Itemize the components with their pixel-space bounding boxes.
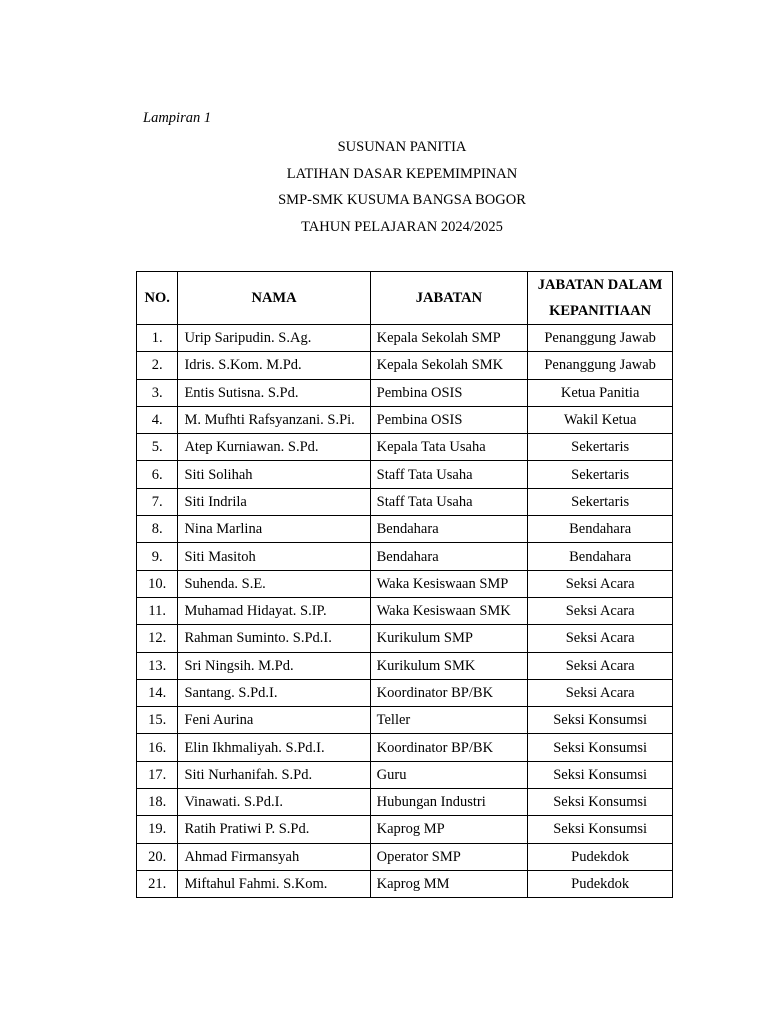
heading-line-1: SUSUNAN PANITIA [337,139,467,155]
row-kepanitiaan: Sekertaris [528,434,673,461]
row-jabatan: Staff Tata Usaha [370,488,528,515]
row-nama: Nina Marlina [178,516,370,543]
row-number: 1. [137,325,178,352]
row-number: 5. [137,434,178,461]
row-jabatan: Kurikulum SMK [370,652,528,679]
table-row [137,434,673,461]
row-number: 13. [137,652,178,679]
row-nama: Urip Saripudin. S.Ag. [178,325,370,352]
row-nama: Siti Nurhanifah. S.Pd. [178,761,370,788]
row-nama: Ratih Pratiwi P. S.Pd. [178,816,370,843]
row-number: 14. [137,679,178,706]
table-header-row [137,272,673,325]
column-header-jabatan-kepanitiaan [528,272,673,325]
row-jabatan: Staff Tata Usaha [370,461,528,488]
heading-line-2: LATIHAN DASAR KEPEMIMPINAN [286,165,518,182]
table-row [137,679,673,706]
row-nama: Siti Masitoh [178,543,370,570]
document-heading [0,134,768,241]
row-kepanitiaan: Seksi Konsumsi [528,761,673,788]
row-kepanitiaan: Seksi Acara [528,597,673,624]
table-row [137,516,673,543]
row-nama: Entis Sutisna. S.Pd. [178,379,370,406]
row-kepanitiaan: Seksi Konsumsi [528,789,673,816]
row-nama: Elin Ikhmaliyah. S.Pd.I. [178,734,370,761]
row-kepanitiaan: Sekertaris [528,488,673,515]
row-number: 17. [137,761,178,788]
row-number: 11. [137,597,178,624]
table-row [137,734,673,761]
table-row [137,761,673,788]
row-jabatan: Kurikulum SMP [370,625,528,652]
row-nama: Suhenda. S.E. [178,570,370,597]
table-row [137,652,673,679]
row-jabatan: Bendahara [370,516,528,543]
row-number: 6. [137,461,178,488]
table-row [137,870,673,897]
row-jabatan: Pembina OSIS [370,379,528,406]
row-jabatan: Guru [370,761,528,788]
row-kepanitiaan: Seksi Acara [528,570,673,597]
table-row [137,843,673,870]
table-body [137,325,673,898]
row-nama: Sri Ningsih. M.Pd. [178,652,370,679]
row-number: 16. [137,734,178,761]
table-row [137,597,673,624]
row-nama: M. Mufhti Rafsyanzani. S.Pi. [178,406,370,433]
heading-line-3: SMP-SMK KUSUMA BANGSA BOGOR [278,192,526,209]
table-row [137,816,673,843]
row-kepanitiaan: Seksi Acara [528,679,673,706]
row-jabatan: Koordinator BP/BK [370,679,528,706]
row-nama: Vinawati. S.Pd.I. [178,789,370,816]
row-kepanitiaan: Seksi Konsumsi [528,816,673,843]
row-nama: Atep Kurniawan. S.Pd. [178,434,370,461]
row-jabatan: Kepala Tata Usaha [370,434,528,461]
row-number: 2. [137,352,178,379]
row-nama: Santang. S.Pd.I. [178,679,370,706]
table-row [137,406,673,433]
row-number: 4. [137,406,178,433]
row-jabatan: Waka Kesiswaan SMP [370,570,528,597]
row-nama: Muhamad Hidayat. S.IP. [178,597,370,624]
row-kepanitiaan: Sekertaris [528,461,673,488]
table-row [137,625,673,652]
row-nama: Rahman Suminto. S.Pd.I. [178,625,370,652]
table-row [137,543,673,570]
row-kepanitiaan: Bendahara [528,543,673,570]
row-kepanitiaan: Penanggung Jawab [528,325,673,352]
row-number: 12. [137,625,178,652]
row-nama: Siti Indrila [178,488,370,515]
column-header-no: NO. [137,272,178,325]
row-number: 10. [137,570,178,597]
row-number: 7. [137,488,178,515]
row-number: 8. [137,516,178,543]
row-kepanitiaan: Wakil Ketua [528,406,673,433]
row-nama: Feni Aurina [178,707,370,734]
row-jabatan: Kaprog MP [370,816,528,843]
table-row [137,352,673,379]
row-kepanitiaan: Seksi Konsumsi [528,734,673,761]
row-number: 21. [137,870,178,897]
column-header-nama: NAMA [178,272,370,325]
row-kepanitiaan: Seksi Konsumsi [528,707,673,734]
row-jabatan: Koordinator BP/BK [370,734,528,761]
row-jabatan: Operator SMP [370,843,528,870]
table-row [137,789,673,816]
row-kepanitiaan: Seksi Acara [528,625,673,652]
row-number: 20. [137,843,178,870]
row-number: 15. [137,707,178,734]
heading-line-4: TAHUN PELAJARAN 2024/2025 [301,219,503,236]
row-nama: Ahmad Firmansyah [178,843,370,870]
row-jabatan: Kepala Sekolah SMK [370,352,528,379]
table-row [137,488,673,515]
row-number: 9. [137,543,178,570]
row-number: 3. [137,379,178,406]
table-row [137,570,673,597]
table-row [137,461,673,488]
row-nama: Siti Solihah [178,461,370,488]
row-jabatan: Hubungan Industri [370,789,528,816]
row-kepanitiaan: Bendahara [528,516,673,543]
row-number: 19. [137,816,178,843]
table-row [137,379,673,406]
row-kepanitiaan: Ketua Panitia [528,379,673,406]
committee-table [136,271,673,898]
row-jabatan: Pembina OSIS [370,406,528,433]
row-jabatan: Kepala Sekolah SMP [370,325,528,352]
row-kepanitiaan: Pudekdok [528,843,673,870]
row-jabatan: Waka Kesiswaan SMK [370,597,528,624]
row-jabatan: Kaprog MM [370,870,528,897]
row-jabatan: Bendahara [370,543,528,570]
row-kepanitiaan: Penanggung Jawab [528,352,673,379]
attachment-label: Lampiran 1 [143,110,212,126]
row-nama: Idris. S.Kom. M.Pd. [178,352,370,379]
column-header-jabatan-dalam: JABATAN DALAM [537,277,663,293]
column-header-jabatan: JABATAN [370,272,528,325]
row-number: 18. [137,789,178,816]
row-jabatan: Teller [370,707,528,734]
row-kepanitiaan: Pudekdok [528,870,673,897]
table-row [137,325,673,352]
column-header-kepanitiaan: KEPANITIAAN [549,303,652,319]
table-row [137,707,673,734]
row-kepanitiaan: Seksi Acara [528,652,673,679]
row-nama: Miftahul Fahmi. S.Kom. [178,870,370,897]
